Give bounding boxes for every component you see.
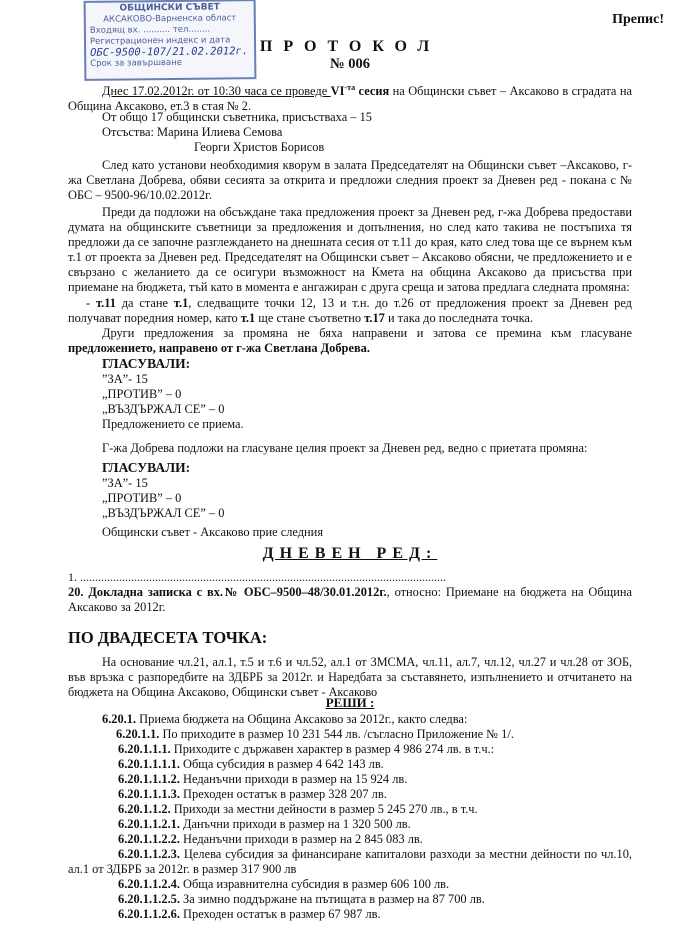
decision-item: 6.20.1.1.2.4. Обща изравнителна субсидия в размер 606 100 лв.	[118, 877, 450, 891]
protocol-number: № 006	[330, 56, 370, 72]
decision-item: 6.20.1.1.2.2. Неданъчни приходи в размер на 2 845 083 лв.	[118, 832, 423, 846]
stamp-line-3: Входящ вх. .......... тел........	[89, 24, 211, 36]
absent-line-1: Отсъства: Марина Илиева Семова	[102, 125, 283, 139]
vote-1-protiv: „ПРОТИВ” – 0	[102, 387, 182, 401]
vote-2-result: Общински съвет - Аксаково прие следния	[102, 525, 324, 539]
stamp-line-6: Срок за завършване	[90, 57, 183, 69]
vote-2-vazd: „ВЪЗДЪРЖАЛ СЕ” – 0	[102, 506, 225, 520]
decision-item: 6.20.1.1.1. Приходите с държавен характер в размер 4 986 274 лв. в т.ч.:	[118, 742, 495, 756]
attendance-line: От общо 17 общински съветника, присъстваха – 15	[102, 110, 372, 124]
decision-item: 6.20.1.1.2.6. Преходен остатък в размер 67 987 лв.	[118, 907, 381, 921]
decision-item: 6.20.1.1.2.1. Данъчни приходи в размер на 1 320 500 лв.	[118, 817, 411, 831]
decision-item: 6.20.1.1.1.1. Обща субсидия в размер 4 642 143 лв.	[118, 757, 384, 771]
intro-paragraph-vote: Други предложения за промяна не бяха направени и затова се премина към гласуване предложението, направено от г-жа Светлана Добрева.	[68, 326, 632, 355]
agenda-item-20: 20. Докладна записка с вх.№ ОБС–9500–48/30.01.2012г., относно: Приемане на бюджета на Община Аксаково за 2012г.	[68, 585, 632, 614]
stamp-line-1: ОБЩИНСКИ СЪВЕТ	[119, 2, 220, 14]
decision-item: 6.20.1.1.1.2. Неданъчни приходи в размер на 15 924 лв.	[118, 772, 408, 786]
vote-1-vazd: „ВЪЗДЪРЖАЛ СЕ” – 0	[102, 402, 225, 416]
absent-line-2: Георги Христов Борисов	[194, 140, 325, 154]
decision-item: 6.20.1.1. По приходите в размер 10 231 544 лв. /съгласно Приложение № 1/.	[116, 727, 514, 741]
decision-item: 6.20.1.1.1.3. Преходен остатък в размер 328 207 лв.	[118, 787, 387, 801]
protocol-title: ПРОТОКОЛ	[259, 38, 441, 55]
point-twenty-heading: ПО ДВАДЕСЕТА ТОЧКА:	[68, 628, 268, 647]
legal-basis: На основание чл.21, ал.1, т.5 и т.6 и чл.52, ал.1 от ЗМСМА, чл.11, ал.7, чл.12, чл.27 и чл.28 от ЗОБ, във връзка с разпоредбите на ЗДБРБ за 2012г. и Наредбата за съставянето, изпълнението и отчитането на бюджета на Община Аксаково, Общински съвет - Аксаково	[68, 655, 632, 699]
intro-paragraph-1: Днес 17.02.2012г. от 10:30 часа се проведе $VI^{-та}$ сесия на Общински съвет – Аксаково в сградата на Община Аксаково, ет.3 в стая № 2.	[68, 83, 633, 114]
intro-paragraph-quorum: След като установи необходимия кворум в залата Председателят на Общински съвет –Аксаково, г-жа Светлана Добрева, обяви сесията за открита и предложи следния проект за Дневен ред - покана с № ОБС – 9500-96/10.02.2012г.	[68, 158, 632, 202]
full-agenda-vote-text: Г-жа Добрева подложи на гласуване целия проект за Дневен ред, ведно с приетата промяна:	[102, 441, 588, 455]
vote-1-za: ”ЗА”- 15	[102, 372, 148, 386]
decision-heading: РЕШИ :	[325, 695, 375, 710]
copy-label: Препис!	[612, 12, 664, 27]
intro-paragraph-change: - т.11 да стане т.1, следващите точки 12, 13 и т.н. до т.26 от предложения проект за Дневен ред получават поредния номер, като т.1 ще стане съответно т.17 и така до последната точка.	[68, 296, 632, 325]
decision-item: 6.20.1. Приема бюджета на Община Аксаково за 2012г., както следва:	[102, 712, 468, 726]
decision-item: 6.20.1.1.2. Приходи за местни дейности в размер 5 245 270 лв., в т.ч.	[118, 802, 478, 816]
vote-1-heading: ГЛАСУВАЛИ:	[102, 356, 191, 371]
decision-item: 6.20.1.1.2.5. За зимно поддържане на пътищата в размер на 87 700 лв.	[118, 892, 485, 906]
stamp-line-4: Регистрационен индекс и дата	[89, 35, 231, 47]
stamp-handwritten-number: ОБС-9500-107/21.02.2012г.	[90, 45, 249, 59]
vote-2-heading: ГЛАСУВАЛИ:	[102, 460, 191, 475]
decision-item: 6.20.1.1.2.3. Целева субсидия за финансиране капиталови разходи за местни дейности по чл.10, ал.1 от ЗДБРБ за 2012г. в размер 317 900 лв	[68, 847, 632, 876]
stamp-line-2: АКСАКОВО-Варненска област	[103, 13, 237, 25]
agenda-heading: ДНЕВЕН РЕД:	[262, 545, 438, 562]
vote-2-protiv: „ПРОТИВ” – 0	[102, 491, 182, 505]
intro-paragraph-proposal: Преди да подложи на обсъждане така предложения проект за Дневен ред, г-жа Добрева предостави думата на общинските съветници за предложения и допълнения, но след като такива не постъпиха тя предложи да се започне разглеждането на днешната сесия от т.11 до края, като след това ще се върнем към т.1 от проекта за Дневен ред. Председателят на Общински съвет – Аксаково обясни, че предложението и е свързано с желанието да се осигури възможност на Кмета на община Аксаково да присъства при приемане на бюджета, тъй като в момента е ангажиран с друга среща и затова предлага следната промяна:	[68, 205, 632, 294]
agenda-item-1: 1. ..........................................................................................................................	[68, 570, 446, 584]
vote-1-result: Предложението се приема.	[102, 417, 244, 431]
vote-2-za: ”ЗА”- 15	[102, 476, 148, 490]
